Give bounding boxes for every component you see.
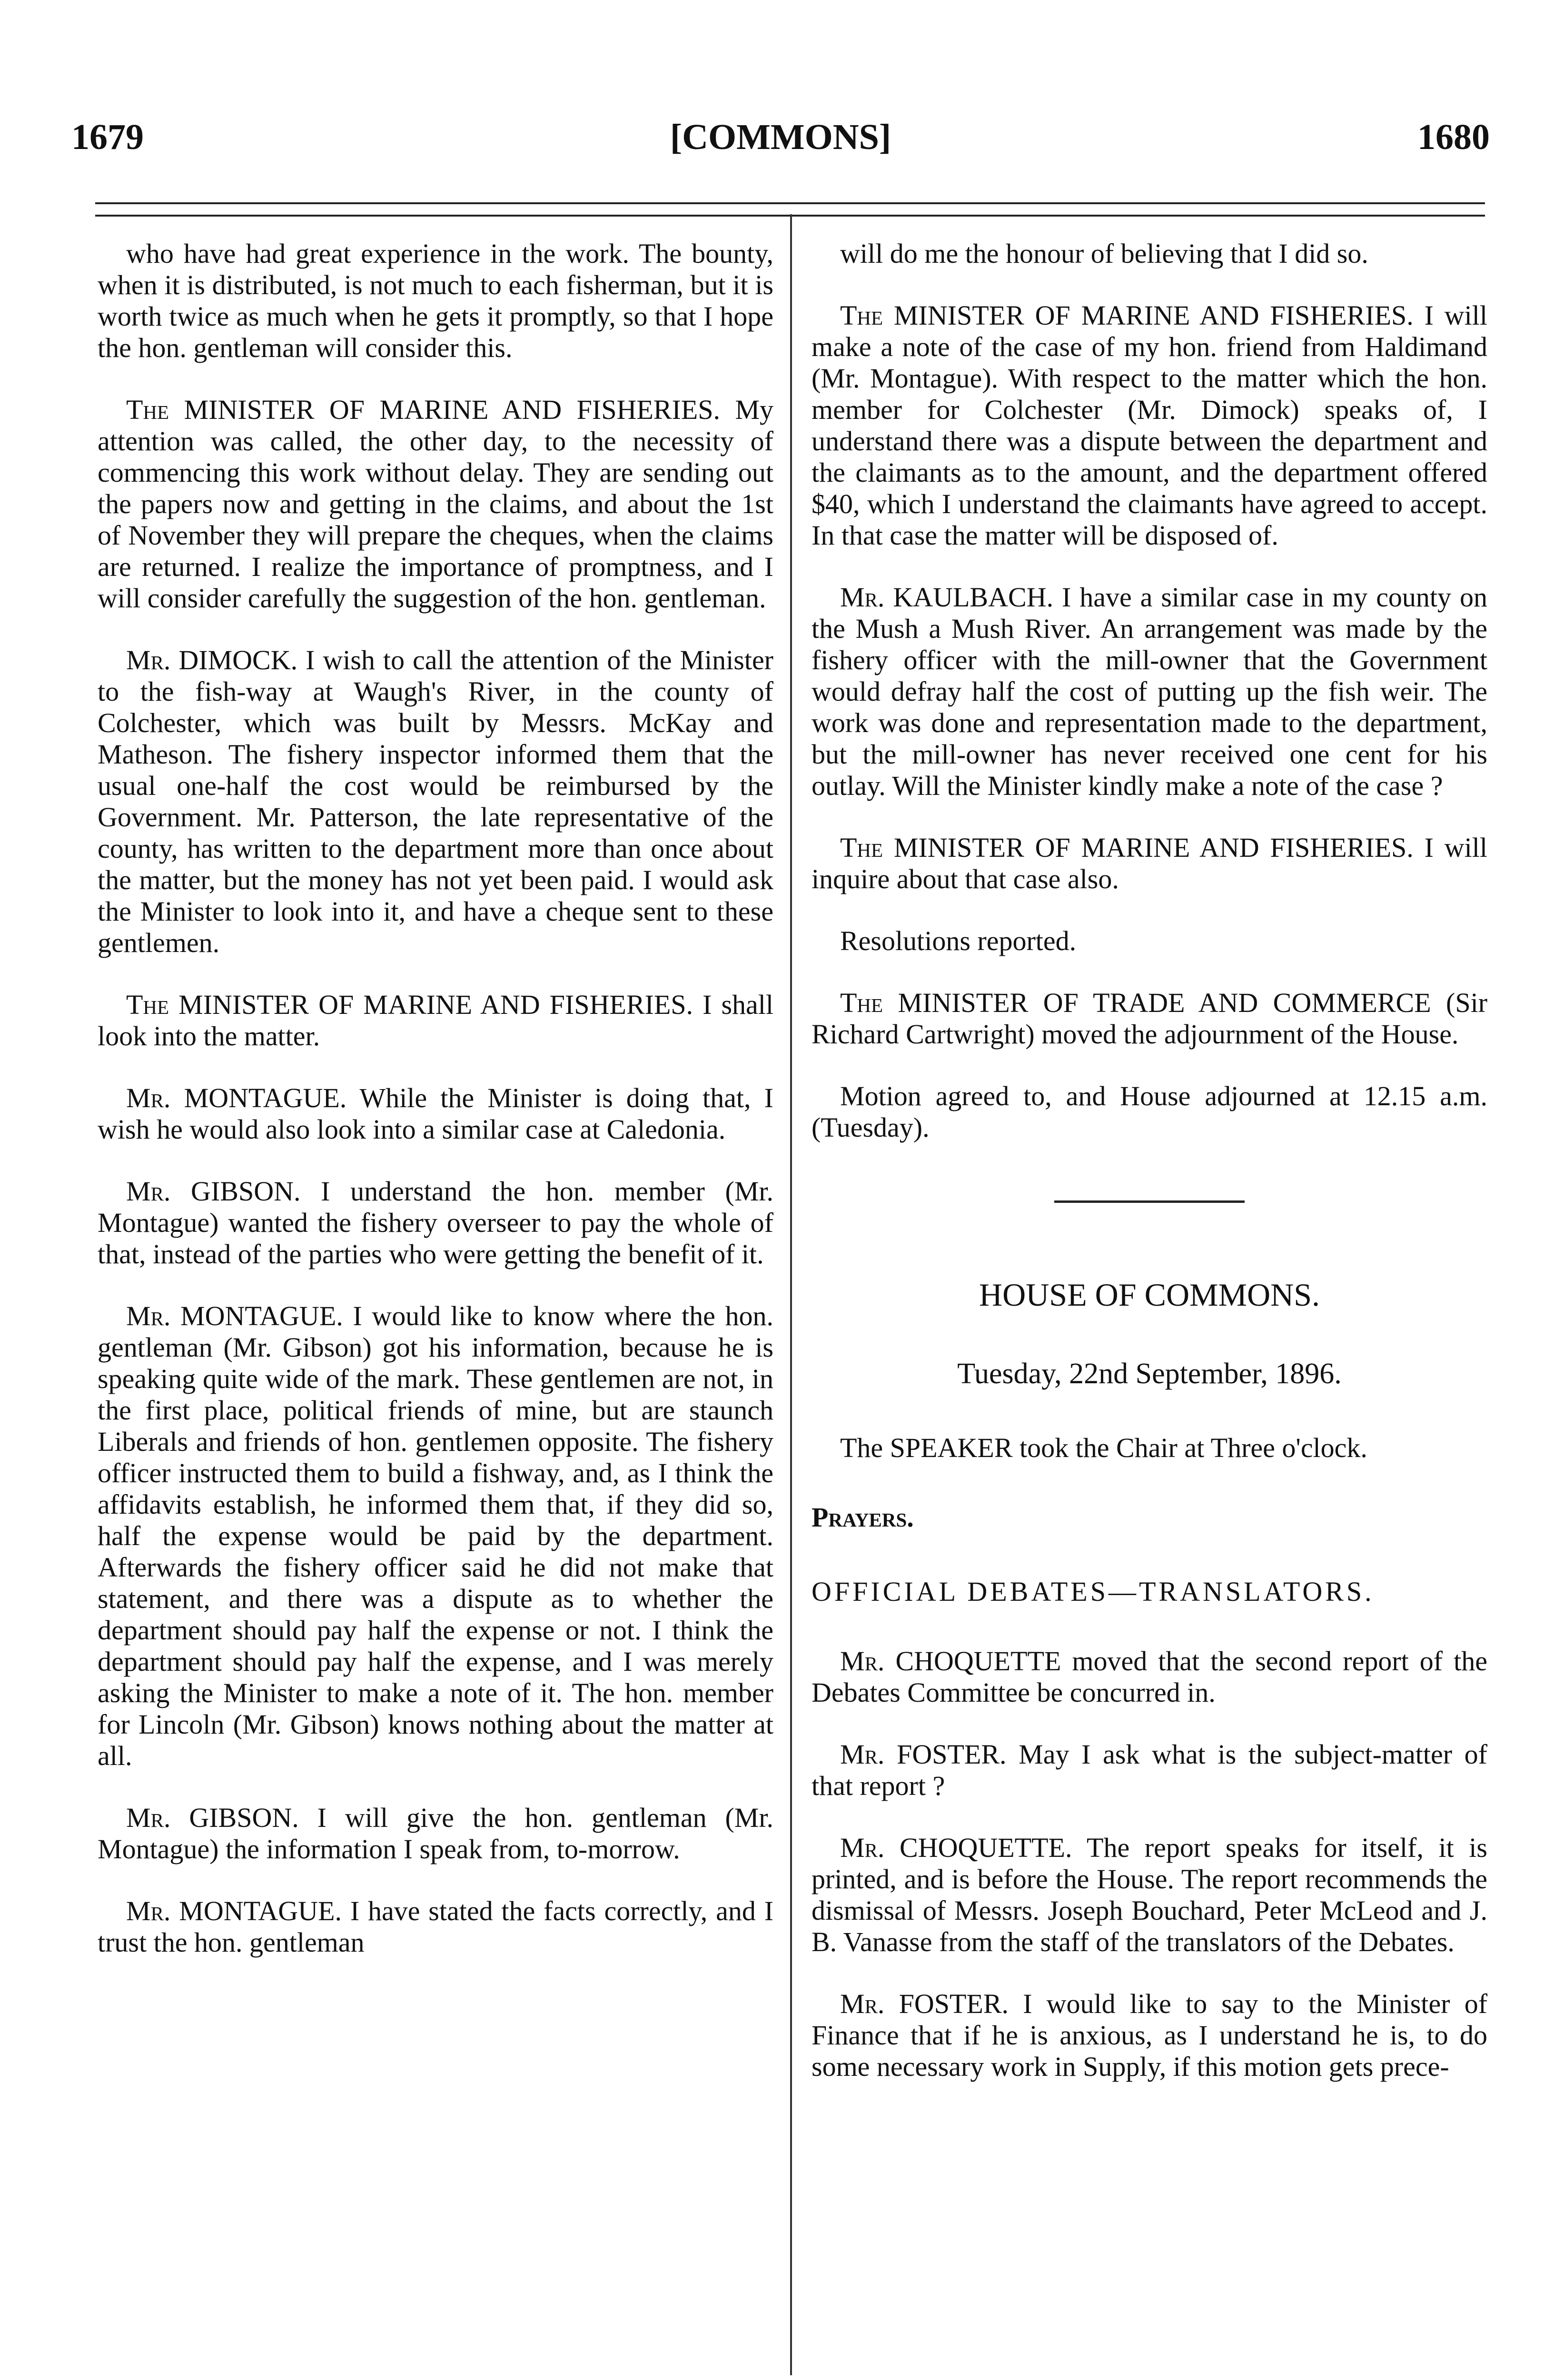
speaker-name: Mr. CHOQUETTE.	[840, 1832, 1072, 1863]
page-number-right: 1680	[1417, 117, 1490, 157]
speaker-name: The MINISTER OF MARINE AND FISHERIES.	[126, 989, 693, 1020]
speaker-name: Mr. GIBSON.	[126, 1176, 301, 1207]
speaker-name: Mr. DIMOCK.	[126, 645, 298, 675]
paragraph: The SPEAKER took the Chair at Three o'clock.	[840, 1432, 1367, 1463]
speaker-name: Mr. MONTAGUE.	[126, 1895, 342, 1926]
paragraph: Mr. FOSTER. I would like to say to the Minister of Finance that if he is anxious, as I understand he is, to do some necessary work in Supply, if this motion gets prece-	[812, 1988, 1488, 2082]
left-column	[98, 238, 773, 1989]
paragraph: Mr. KAULBACH. I have a similar case in my county on the Mush a Mush River. An arrangement was made by the fishery officer with the mill-owner that the Government would defray half the cost of putting up the fish weir. The work was done and representation made to the department, but the mill-owner has never received one cent for his outlay. Will the Minister kindly make a note of the case ?	[812, 582, 1487, 801]
speaker-name: Mr. CHOQUETTE	[840, 1646, 1061, 1676]
paragraph: Mr. MONTAGUE. I have stated the facts correctly, and I trust the hon. gentleman	[98, 1895, 774, 1958]
paragraph: who have had great experience in the work. The bounty, when it is distributed, is not much to each fisherman, but it is worth twice as much when he gets it promptly, so that I hope the hon. gentleman will consider this.	[98, 238, 773, 363]
paragraph: The MINISTER OF MARINE AND FISHERIES. I will inquire about that case also.	[812, 832, 1487, 894]
speaker-name: Mr. MONTAGUE.	[126, 1300, 343, 1331]
paragraph: Mr. CHOQUETTE moved that the second report of the Debates Committee be concurred in.	[812, 1646, 1487, 1708]
speaker-name: The MINISTER OF MARINE AND FISHERIES.	[840, 832, 1414, 863]
speaker-name: Mr. KAULBACH.	[840, 582, 1054, 613]
paragraph: The MINISTER OF MARINE AND FISHERIES. I shall look into the matter.	[98, 989, 774, 1051]
running-head: [COMMONS]	[670, 117, 891, 157]
speaker-name: Mr. FOSTER.	[840, 1739, 1007, 1770]
paragraph: Mr. FOSTER. May I ask what is the subject-matter of that report ?	[812, 1739, 1487, 1801]
prayers-heading: Prayers.	[812, 1502, 914, 1533]
speaker-name: Mr. FOSTER.	[840, 1988, 1009, 2019]
paragraph: The MINISTER OF MARINE AND FISHERIES. I will make a note of the case of my hon. friend from Haldimand (Mr. Montague). With respect to the matter which the hon. member for Colchester (Mr. Dimock) speaks of, I understand there was a dispute between the department and the claimants as to the amount, and the department offered $40, which I understand the claimants have agreed to accept. In that case the matter will be disposed of.	[812, 300, 1487, 551]
speaker-name: The MINISTER OF TRADE AND COMMERCE	[840, 987, 1431, 1018]
sitting-date: Tuesday, 22nd September, 1896.	[957, 1358, 1342, 1390]
paragraph: Motion agreed to, and House adjourned at 12.15 a.m. (Tuesday).	[812, 1081, 1487, 1143]
section-rule	[1054, 1200, 1245, 1203]
paragraph: Resolutions reported.	[840, 925, 1077, 956]
paragraph: Mr. CHOQUETTE. The report speaks for itself, it is printed, and is before the House. The report recommends the dismissal of Messrs. Joseph Bouchard, Peter McLeod and J. B. Vanasse from the staff of the translators of the Debates.	[812, 1832, 1487, 1957]
paragraph: Mr. MONTAGUE. While the Minister is doing that, I wish he would also look into a similar case at Caledonia.	[98, 1082, 773, 1145]
speaker-name: The MINISTER OF MARINE AND FISHERIES.	[126, 394, 720, 425]
section-heading: HOUSE OF COMMONS.	[979, 1277, 1320, 1313]
paragraph: Mr. GIBSON. I will give the hon. gentleman (Mr. Montague) the information I speak from, to-morrow.	[98, 1802, 773, 1864]
page-header	[71, 112, 1490, 169]
paragraph: will do me the honour of believing that I did so.	[840, 238, 1368, 269]
speaker-name: Mr. MONTAGUE.	[126, 1082, 347, 1113]
page-number-left: 1679	[71, 117, 144, 157]
paragraph: Mr. MONTAGUE. I would like to know where the hon. gentleman (Mr. Gibson) got his information, because he is speaking quite wide of the mark. These gentlemen are not, in the first place, political friends of mine, but are staunch Liberals and friends of hon. gentlemen opposite. The fishery officer instructed them to build a fishway, and, as I think the affidavits establish, he informed them that, if they did so, half the expense would be paid by the department. Afterwards the fishery officer said he did not make that statement, and there was a dispute as to whether the department should pay half the expense or not. I think the department should pay half the expense, and I was merely asking the Minister to make a note of it. The hon. member for Lincoln (Mr. Gibson) knows nothing about the matter at all.	[98, 1300, 773, 1771]
right-column	[812, 238, 1487, 2113]
speaker-name: The MINISTER OF MARINE AND FISHERIES.	[840, 300, 1414, 331]
paragraph: Mr. DIMOCK. I wish to call the attention of the Minister to the fish-way at Waugh's River, in the county of Colchester, which was built by Messrs. McKay and Matheson. The fishery inspector informed them that the usual one-half the cost would be reimbursed by the Government. Mr. Patterson, the late representative of the county, has written to the department more than once about the matter, but the money has not yet been paid. I would ask the Minister to look into it, and have a cheque sent to these gentlemen.	[98, 645, 773, 958]
subject-heading: OFFICIAL DEBATES—TRANSLATORS.	[812, 1576, 1375, 1607]
column-divider	[790, 214, 792, 2375]
paragraph: The MINISTER OF MARINE AND FISHERIES. My attention was called, the other day, to the necessity of commencing this work without delay. They are sending out the papers now and getting in the claims, and about the 1st of November they will prepare the cheques, when the claims are returned. I realize the importance of promptness, and I will consider carefully the suggestion of the hon. gentleman.	[98, 394, 774, 614]
paragraph: The MINISTER OF TRADE AND COMMERCE (Sir Richard Cartwright) moved the adjournment of the House.	[812, 987, 1488, 1050]
paragraph: Mr. GIBSON. I understand the hon. member (Mr. Montague) wanted the fishery overseer to pay the whole of that, instead of the parties who were getting the benefit of it.	[98, 1176, 774, 1269]
speaker-name: Mr. GIBSON.	[126, 1802, 299, 1833]
